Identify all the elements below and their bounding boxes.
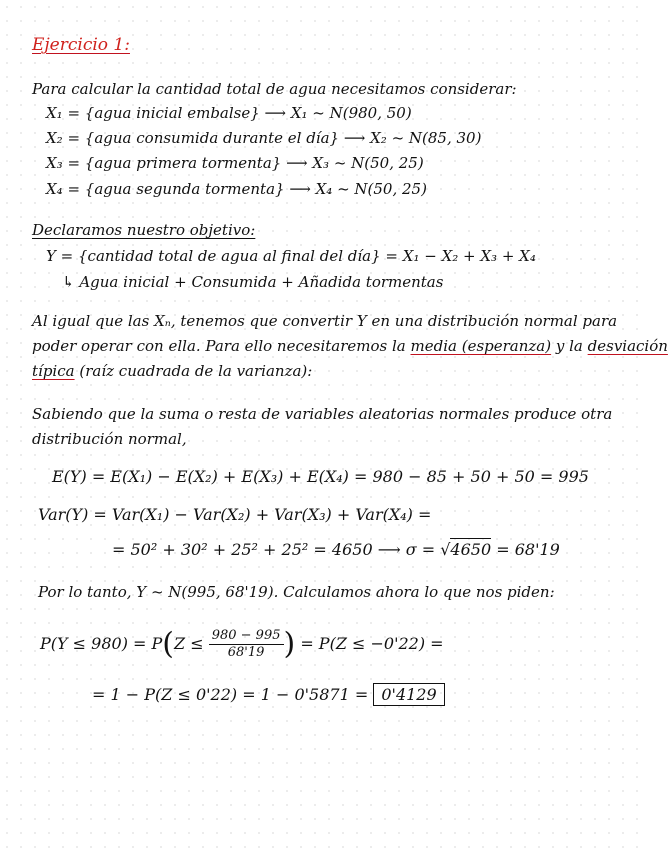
paragraph1-line3-text: (raíz cuadrada de la varianza): — [79, 362, 313, 380]
paragraph1-line3 — [32, 362, 312, 380]
variance-equation: Var(Y) = Var(X₁) − Var(X₂) + Var(X₃) + Var(X₄) = — [38, 505, 432, 524]
variance-result-text: = 50² + 30² + 25² + 25² = 4650 ⟶ σ = √ — [112, 540, 451, 559]
final-answer-box: 0'4129 — [373, 683, 444, 706]
sqrt-radicand: 4650 — [450, 540, 492, 559]
probability-lhs: P(Y ≤ 980) = P — [40, 634, 163, 653]
final-computation: = 1 − P(Z ≤ 0'22) = 1 − 0'5871 = — [92, 685, 369, 704]
paragraph1-joiner: y la — [551, 337, 588, 355]
variable-x4: X₄ = {agua segunda tormenta} ⟶ X₄ ~ N(50, 25) — [46, 180, 427, 198]
variance-result — [112, 541, 560, 559]
probability-line — [40, 624, 444, 665]
paragraph1-line2 — [32, 337, 668, 355]
fraction-denominator: 68'19 — [227, 645, 265, 660]
sigma-value: = 68'19 — [491, 540, 560, 559]
expectation-equation: E(Y) = E(X₁) − E(X₂) + E(X₃) + E(X₄) = 980 − 85 + 50 + 50 = 995 — [52, 467, 589, 486]
z-inequality: Z ≤ — [174, 634, 204, 653]
paragraph1-line1: Al igual que las Xₙ, tenemos que convertir Y en una distribución normal para — [32, 312, 618, 330]
variable-x3: X₃ = {agua primera tormenta} ⟶ X₃ ~ N(50, 25) — [46, 154, 424, 172]
paragraph2-line2: distribución normal, — [32, 430, 187, 448]
standardization-fraction — [209, 628, 284, 661]
fraction-numerator: 980 − 995 — [209, 628, 284, 645]
open-paren: ( — [162, 626, 174, 662]
intro-line: Para calcular la cantidad total de agua necesitamos considerar: — [32, 80, 517, 98]
term-desviacion: desviación — [587, 337, 668, 355]
term-tipica: típica — [32, 362, 75, 380]
objective-equation: Y = {cantidad total de agua al final del día} = X₁ − X₂ + X₃ + X₄ — [46, 247, 536, 265]
paragraph1-line2-text: poder operar con ella. Para ello necesitaremos la — [32, 337, 406, 355]
objective-note: ↳ Agua inicial + Consumida + Añadida tormentas — [62, 273, 444, 291]
final-line — [92, 683, 445, 706]
variable-x1: X₁ = {agua inicial embalse} ⟶ X₁ ~ N(980, 50) — [46, 104, 412, 122]
exercise-title: Ejercicio 1: — [32, 35, 130, 55]
objective-label: Declaramos nuestro objetivo: — [32, 221, 256, 239]
probability-rhs: = P(Z ≤ −0'22) = — [300, 634, 444, 653]
conclusion-line: Por lo tanto, Y ~ N(995, 68'19). Calculamos ahora lo que nos piden: — [38, 583, 555, 601]
close-paren: ) — [283, 626, 296, 662]
paragraph2-line1: Sabiendo que la suma o resta de variables aleatorias normales produce otra — [32, 405, 613, 423]
term-media: media (esperanza) — [410, 337, 552, 355]
variable-x2: X₂ = {agua consumida durante el día} ⟶ X₂ ~ N(85, 30) — [46, 129, 482, 147]
